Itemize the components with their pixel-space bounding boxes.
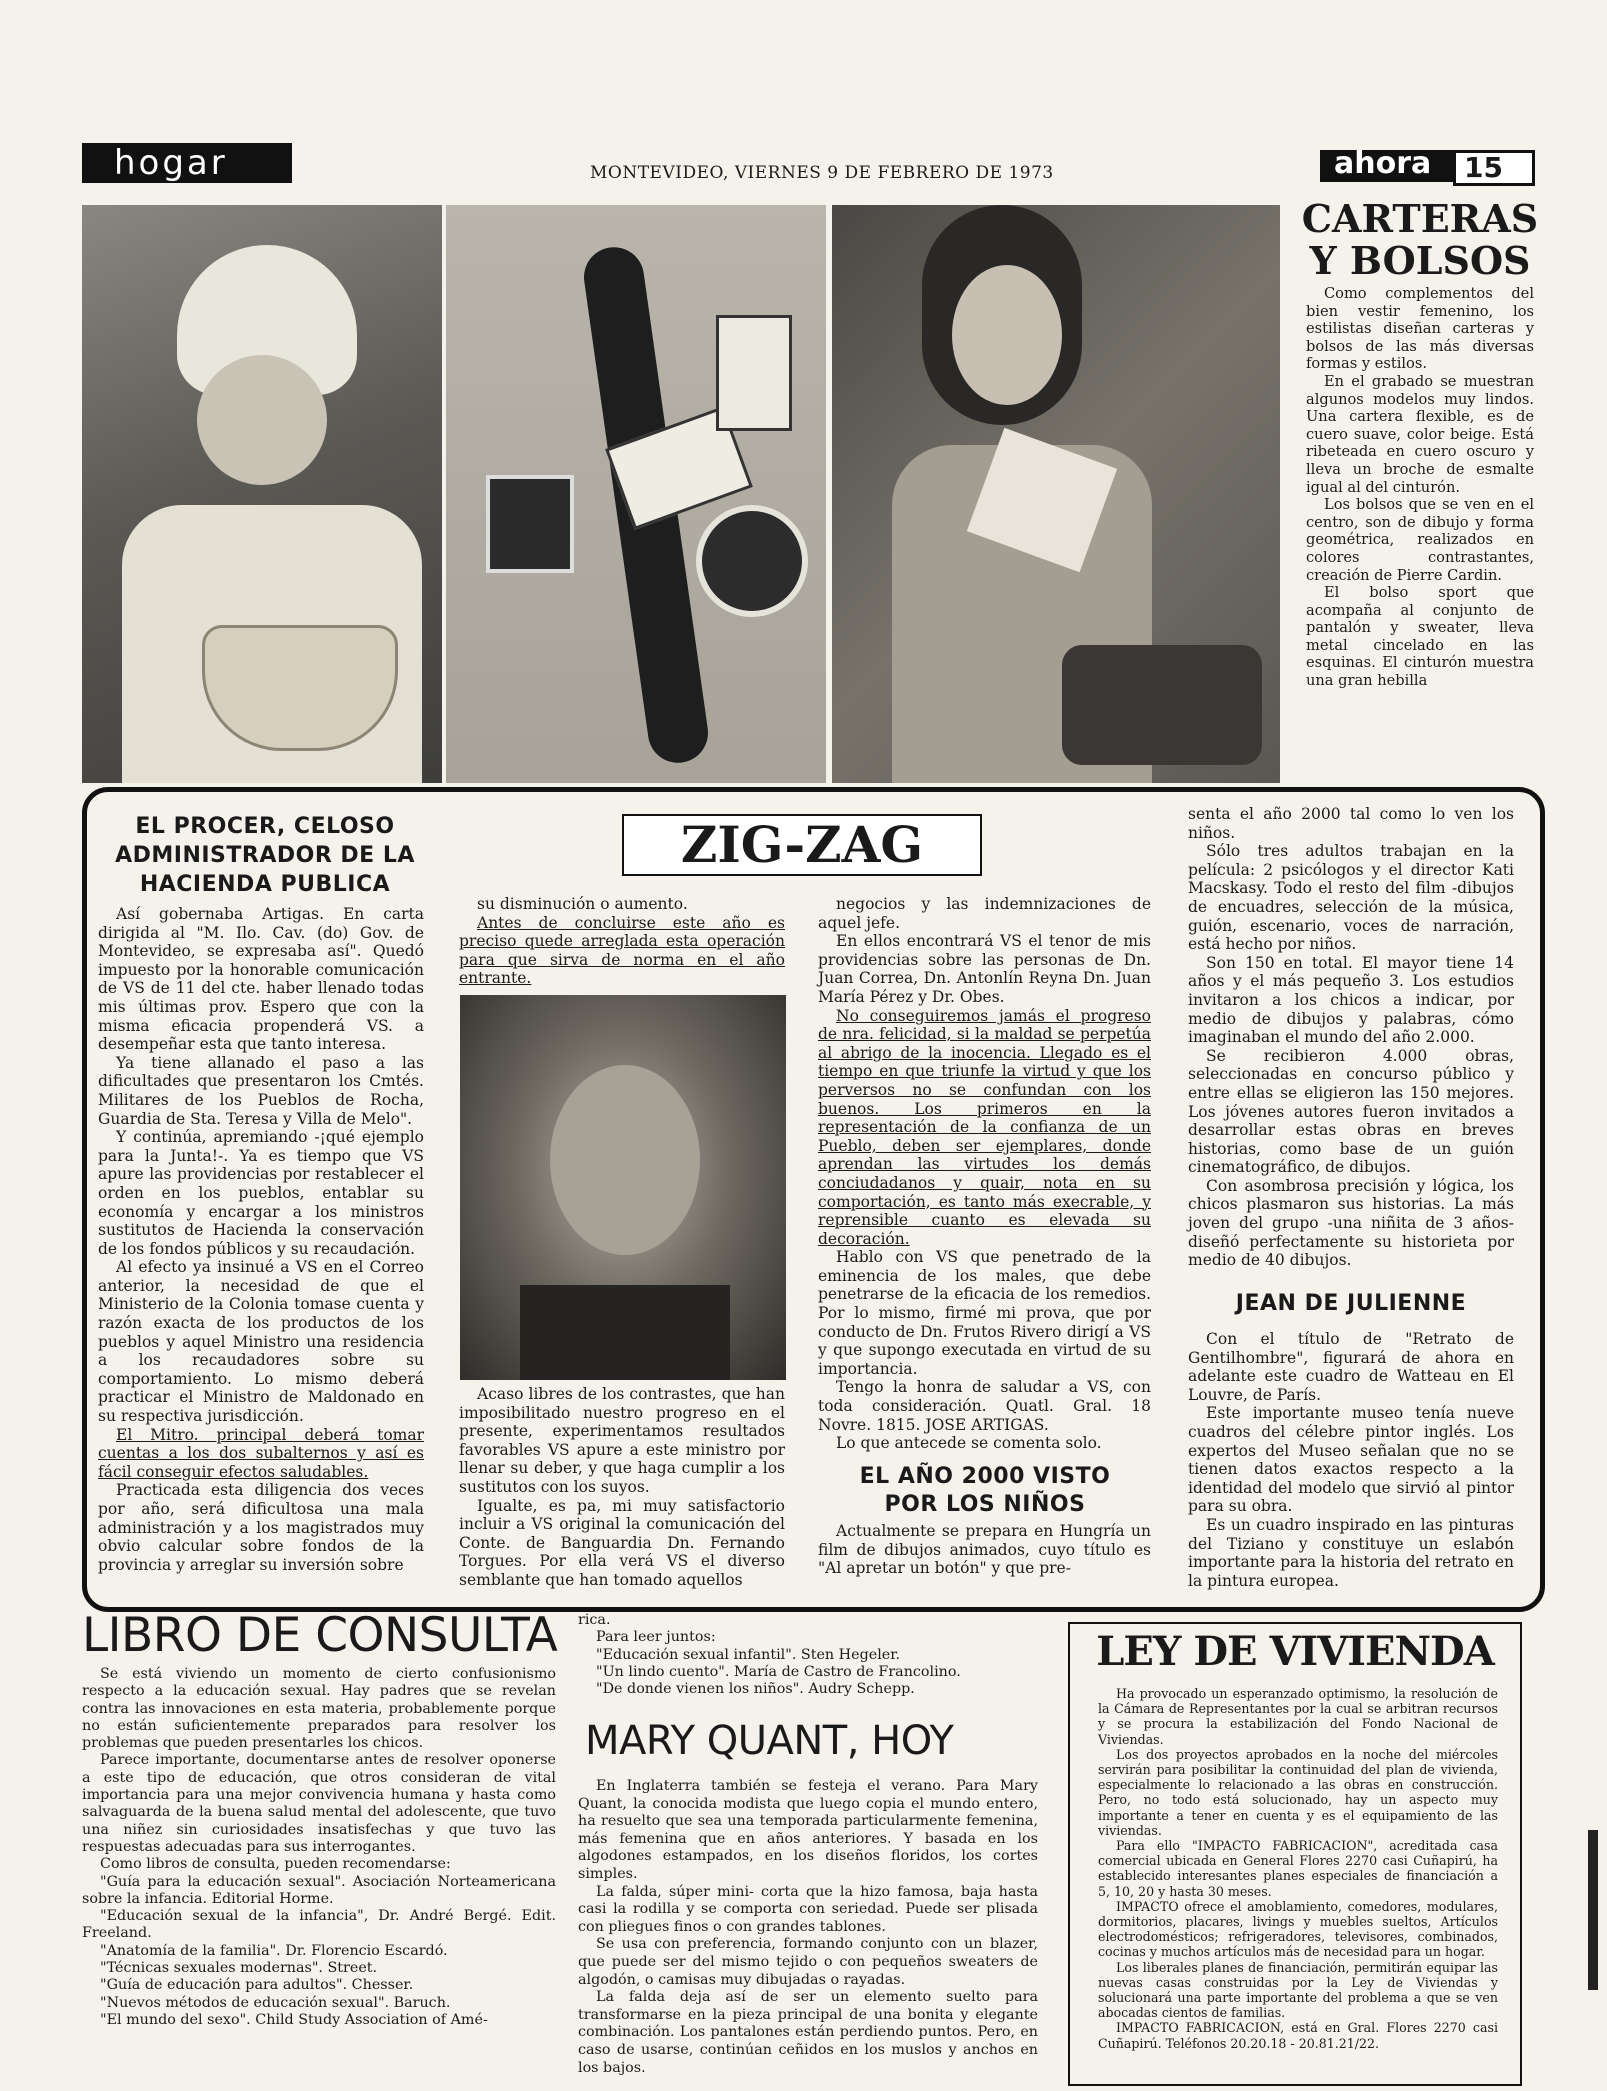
- julienne-headline: JEAN DE JULIENNE: [1235, 1291, 1467, 1316]
- artigas-portrait: [460, 995, 786, 1380]
- ley-paragraph: Los liberales planes de financiación, permitirán equipar las nuevas casas construidas por la Ley de Viviendas y solucionará una parte importante del problema a que se ven abocadas cientos de familias.: [1098, 1959, 1498, 2021]
- libro-paragraph: "Técnicas sexuales modernas". Street.: [100, 1960, 378, 1977]
- page-number-box: [1453, 150, 1535, 186]
- carteras-title-1: CARTERAS: [1301, 196, 1539, 241]
- carteras-paragraph: El bolso sport que acompaña al conjunto de pantalón y sweater, lleva metal cincelado en las esquinas. El cinturón muestra una gran hebilla: [1306, 584, 1534, 690]
- procer-paragraph: Al efecto ya insinué a VS en el Correo anterior, la necesidad de que el Ministerio de la Colonia tomase cuenta y razón exacta de los productos de los pueblos y aquel Ministro una residencia a los recaudadores sobre su comportamiento. Lo mismo deberá practicar el Ministro de Maldonado en su respectiva jurisdicción.: [98, 1258, 424, 1426]
- ley-paragraph: IMPACTO ofrece el amoblamiento, comedores, modulares, dormitorios, placares, livings y muebles sueltos, Artículos electrodomésticos; refrigeradores, televisores, combinados, cocinas y muchos artículos más de necesidad para un hogar.: [1098, 1898, 1498, 1960]
- mary-paragraph: La falda deja así de ser un elemento suelto para transformarse en la pieza principal de una bonita y elegante combinación. Los pantalones están perdiendo puntos. Pero, en caso de usarse, continúan ceñidos en los muslos y anchos en los bajos.: [578, 1989, 1038, 2076]
- dateline: MONTEVIDEO, VIERNES 9 DE FEBRERO DE 1973: [590, 163, 1054, 183]
- procer-paragraph: Tengo la honra de saludar a VS, con toda consideración. Quatl. Gral. 18 Novre. 1815. JOSE ARTIGAS.: [818, 1378, 1151, 1434]
- anio2000-paragraph: senta el año 2000 tal como lo ven los niños.: [1188, 805, 1514, 842]
- carteras-headline: [1295, 198, 1545, 282]
- carteras-paragraph: Como complementos del bien vestir femenino, los estilistas diseñan carteras y bolsos de las más diversas formas y estilos.: [1306, 285, 1534, 373]
- procer-col-2-top: [459, 895, 785, 988]
- anio2000-headline: EL AÑO 2000 VISTO POR LOS NIÑOS: [859, 1464, 1111, 1517]
- brand-logo: [1320, 146, 1455, 182]
- zigzag-label: ZIG-ZAG: [680, 815, 924, 874]
- anio2000-lead: [818, 1522, 1151, 1578]
- procer-paragraph: En ellos encontrará VS el tenor de mis providencias sobre las personas de Dn. Juan Correa, Dn. Antonlín Reyna Dn. Juan María Pérez y Dr. Obes.: [818, 932, 1151, 1006]
- procer-paragraph: El Mitro. principal deberá tomar cuentas a los dos subalternos y así es fácil conseguir efectos saludables.: [98, 1425, 424, 1481]
- anio2000-paragraph: Actualmente se prepara en Hungría un film de dibujos animados, cuyo título es "Al apretar un botón" y que pre-: [818, 1522, 1151, 1578]
- mary-paragraph: En Inglaterra también se festeja el verano. Para Mary Quant, la conocida modista que luego copia el mundo entero, ha resuelto que sea una temporada particularmente femenina, más femenina que en años anteriores. Y basada en los algodones estampados, en los diseños floridos, los cortes simples.: [578, 1778, 1038, 1882]
- procer-paragraph: negocios y las indemnizaciones de aquel jefe.: [818, 895, 1151, 932]
- anio2000-paragraph: Se recibieron 4.000 obras, seleccionadas en concurso público y entre ellas se eligieron las 150 mejores. Los jóvenes autores fueron invitados a desarrollar estas obras en breves historias, como base de un guión cinematográfico, de dibujos.: [1188, 1046, 1514, 1177]
- procer-paragraph: Y continúa, apremiando -¡qué ejemplo para la Junta!-. Ya es tiempo que VS apure las providencias por restablecer el orden en los pueblos, entablar su economía y encargar a los ministros sustitutos de Hacienda la conservación de los fondos públicos y su recaudación.: [98, 1128, 424, 1258]
- procer-paragraph: Acaso libres de los contrastes, que han imposibilitado nuestro progreso en el presente, experimentamos resultados favorables VS apure a este ministro por llenar su deber, y que haga cumplir a los sustitutos con los suyos.: [459, 1385, 785, 1496]
- scan-edge-mark: [1588, 1830, 1598, 1990]
- ley-paragraph: IMPACTO FABRICACION, está en Gral. Flores 2270 casi Cuñapirú. Teléfonos 20.20.18 - 20.81.21/22.: [1098, 2020, 1498, 2051]
- mary-headline: MARY QUANT, HOY: [585, 1718, 954, 1764]
- ley-headline: LEY DE VIVIENDA: [1096, 1628, 1494, 1675]
- photo-woman-hat: [82, 205, 442, 783]
- libro-paragraph: "Nuevos métodos de educación sexual". Baruch.: [100, 1994, 451, 2011]
- brand-name: ahora: [1334, 146, 1432, 181]
- libro-cont-line: "De donde vienen los niños". Audry Schepp.: [596, 1681, 915, 1698]
- ley-paragraph: Ha provocado un esperanzado optimismo, la resolución de la Cámara de Representantes por la cual se arbitran recursos y se procura la estabilización del Fondo Nacional de Viviendas.: [1098, 1686, 1498, 1747]
- libro-paragraph: Se está viviendo un momento de cierto confusionismo respecto a la educación sexual. Hay padres que se revelan contra las innovaciones en esta materia, probablemente porque no están suficientemente preparados para resolver los problemas que pueden presentarles los chicos.: [82, 1666, 556, 1752]
- page-number: 15: [1464, 151, 1503, 184]
- carteras-paragraph: Los bolsos que se ven en el centro, son de dibujo y forma geométrica, realizados en colores contrastantes, creación de Pierre Cardin.: [1306, 496, 1534, 584]
- section-label: hogar: [114, 143, 228, 183]
- procer-paragraph: Lo que antecede se comenta solo.: [836, 1434, 1102, 1453]
- mary-paragraph: La falda, súper mini- corta que la hizo famosa, baja hasta casi la rodilla y se comporta con seriedad. Puede ser plisada con pliegues finos o con grandes tablones.: [578, 1883, 1038, 1935]
- libro-paragraph: Parece importante, documentarse antes de resolver oponerse a este tipo de educación, que otros consideran de vital importancia para una mejor convivencia humana y hasta como salvaguarda de la buena salud mental del adolescente, que tuvo una niñez sin curiosidades insatisfechas y que tuvo las respuestas adecuadas para sus interrogantes.: [82, 1752, 556, 1855]
- julienne-paragraph: Este importante museo tenía nueve cuadros del célebre pintor inglés. Los expertos del Museo señalan que no se tienen datos exactos respecto a la identidad del modelo que sirvió al pintor para su obra.: [1188, 1404, 1514, 1516]
- libro-paragraph: "Guía para la educación sexual". Asociación Norteamericana sobre la infancia. Editorial Horme.: [82, 1873, 556, 1907]
- julienne-paragraph: Con el título de "Retrato de Gentilhombre", figurará de ahora en adelante este cuadro de Watteau en El Louvre, de París.: [1188, 1330, 1514, 1404]
- julienne-paragraph: Es un cuadro inspirado en las pinturas del Tiziano y constituye un eslabón importante para la historia del retrato en la pintura europea.: [1188, 1515, 1514, 1590]
- anio2000-col-4: [1188, 805, 1514, 1270]
- libro-cont-line: "Un lindo cuento". María de Castro de Francolino.: [596, 1663, 961, 1680]
- procer-paragraph: su disminución o aumento.: [477, 895, 688, 913]
- procer-paragraph: Así gobernaba Artigas. En carta dirigida al "M. Ilo. Cav. (do) Gov. de Montevideo, se expresaba así". Quedó impuesto por la honorable comunicación de VS de 11 del cte. haber llenado todas mis últimas prov. Espero que con la misma eficacia propenderá VS. a desempeñar esta que tanto interesa.: [98, 905, 424, 1054]
- procer-paragraph: Hablo con VS que penetrado de la eminencia de los males, que debe penetrarse de la eficacia de los remedios. Por lo mismo, firmé mi prova, que por conducto de Dn. Frutos Rivero dirigí a VS y que supongo executada en virtud de su importancia.: [818, 1248, 1151, 1378]
- anio2000-paragraph: Con asombrosa precisión y lógica, los chicos plasmaron sus historias. La más joven del grupo -una niñita de 3 años- diseñó perfectamente su historieta por medio de 40 dibujos.: [1188, 1176, 1514, 1270]
- photo-woman-scarf: [832, 205, 1280, 783]
- procer-paragraph: Ya tiene allanado el paso a las dificultades que presentaron los Cmtés. Militares de los Pueblos de Rocha, Guardia de Sta. Teresa y Villa de Melo".: [98, 1053, 424, 1128]
- procer-headline: EL PROCER, CELOSO ADMINISTRADOR DE LA HACIENDA PUBLICA: [115, 814, 415, 897]
- ley-body: [1098, 1686, 1498, 2051]
- carteras-title-2: Y BOLSOS: [1309, 238, 1531, 283]
- libro-cont-line: Para leer juntos:: [596, 1629, 716, 1646]
- section-label-box: [82, 143, 292, 183]
- mary-body: [578, 1778, 1038, 2077]
- libro-paragraph: Como libros de consulta, pueden recomendarse:: [100, 1856, 451, 1873]
- procer-col-2-bottom: [459, 1385, 785, 1590]
- libro-continuation: [578, 1612, 1038, 1698]
- procer-paragraph: No conseguiremos jamás el progreso de nra. felicidad, si la maldad se perpetúa al abrigo de la inocencia. Llegado es el tiempo en que triunfe la virtud y que los perversos no se confundan con los buenos. Los primeros en la representación de la confianza de un Pueblo, deben ser ejemplares, donde aprendan las virtudes los demás conciudadanos y quair, nota en su comportación, es tanto más execrable, y reprensible cuanto es elevada su decoración.: [818, 1006, 1151, 1248]
- julienne-body: [1188, 1330, 1514, 1590]
- procer-paragraph: Antes de concluirse este año es preciso quede arreglada esta operación para que sirva de norma en el año entrante.: [459, 913, 785, 988]
- photo-geometric-bags: [446, 205, 826, 783]
- carteras-paragraph: En el grabado se muestran algunos modelos muy lindos. Una cartera flexible, es de cuero suave, color beige. Está ribeteada en cuero oscuro y lleva un broche de esmalte igual al del cinturón.: [1306, 372, 1534, 496]
- procer-col-1: [98, 905, 424, 1574]
- libro-body: [82, 1666, 556, 2029]
- libro-headline: LIBRO DE CONSULTA: [82, 1608, 558, 1663]
- ley-paragraph: Para ello "IMPACTO FABRICACION", acreditada casa comercial ubicada en General Flores 2270 casi Cuñapirú, ha establecido interesantes planes especiales de financiación a 5, 10, 20 y hasta 30 meses.: [1098, 1838, 1498, 1899]
- anio2000-paragraph: Sólo tres adultos trabajan en la película: 2 psicólogos y el director Kati Macskasy. Todo el resto del film -dibujos de encuadres, selección de la música, guión, escenario, voces de narración, está hecho por niños.: [1188, 842, 1514, 954]
- libro-cont-line: rica.: [578, 1612, 611, 1628]
- procer-paragraph: Practicada esta diligencia dos veces por año, será dificultosa una mala administración y a los magistrados muy obvio calcular sobre fondos de la provincia y arreglar su inversión sobre: [98, 1481, 424, 1574]
- mary-paragraph: Se usa con preferencia, formando conjunto con un blazer, que puede ser del mismo tejido o con pequeños sweaters de algodón, o camisas muy dibujadas o rayadas.: [578, 1936, 1038, 1988]
- libro-paragraph: "Educación sexual de la infancia", Dr. André Bergé. Edit. Freeland.: [82, 1908, 556, 1942]
- procer-col-3: [818, 895, 1151, 1453]
- anio2000-paragraph: Son 150 en total. El mayor tiene 14 años y el más pequeño 3. Los estudios invitaron a los chicos a indicar, por medio de dibujos y palabras, cómo imaginaban el mundo del año 2.000.: [1188, 953, 1514, 1047]
- libro-cont-line: "Educación sexual infantil". Sten Hegeler.: [596, 1646, 901, 1663]
- libro-paragraph: "Guía de educación para adultos". Chesser.: [100, 1977, 414, 1994]
- libro-paragraph: "El mundo del sexo". Child Study Association of Amé-: [100, 2011, 488, 2028]
- libro-paragraph: "Anatomía de la familia". Dr. Florencio Escardó.: [100, 1942, 448, 1959]
- procer-paragraph: Igualte, es pa, mi muy satisfactorio incluir a VS original la comunicación del Conte. de Banguardia Dn. Fernando Torgues. Por ella verá VS el diverso semblante que han tomado aquellos: [459, 1496, 785, 1589]
- ley-paragraph: Los dos proyectos aprobados en la noche del miércoles servirán para posibilitar la continuidad del plan de vivienda, especialmente lo relacionado a las obras en construcción. Pero, no todo está solucionado, hay un aspecto muy importante a tener en cuenta y es el equipamiento de las viviendas.: [1098, 1746, 1498, 1838]
- zigzag-label-box: [622, 814, 982, 876]
- carteras-body: [1306, 285, 1534, 690]
